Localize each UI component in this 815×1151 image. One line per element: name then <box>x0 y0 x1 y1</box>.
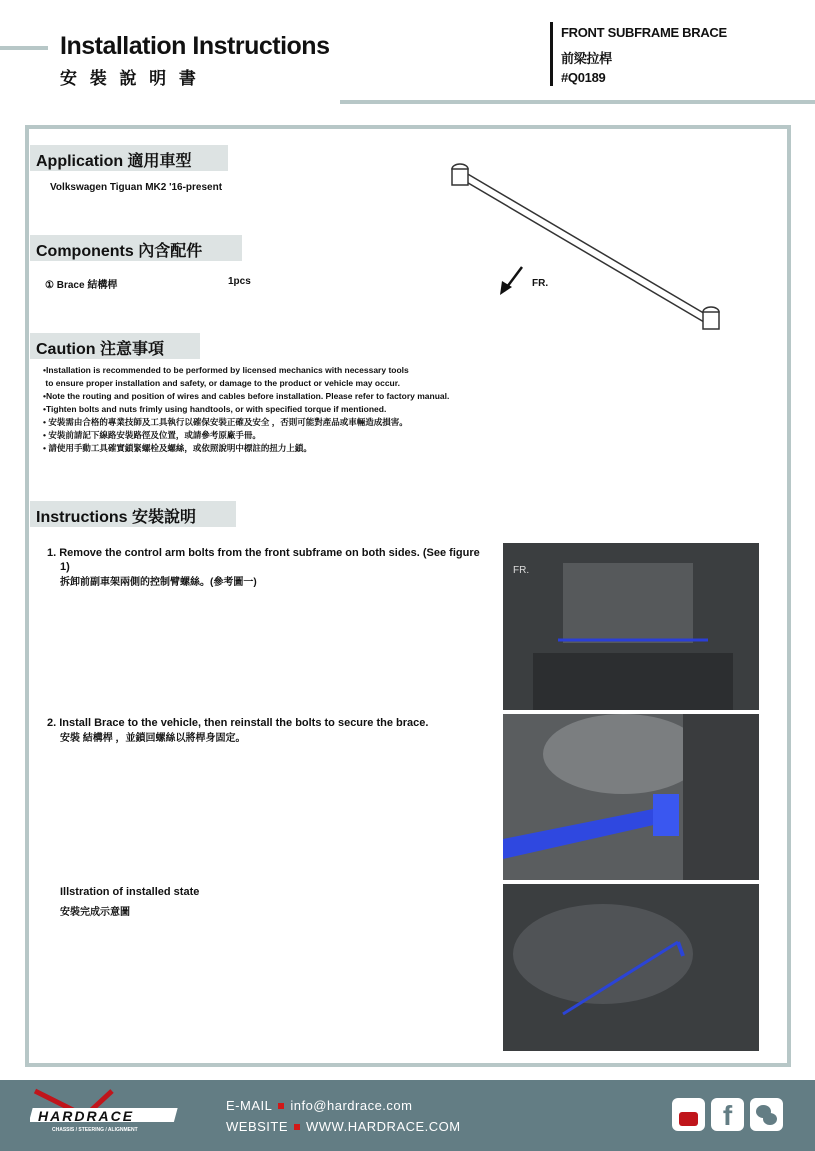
email-row <box>226 1098 412 1113</box>
vehicle-fitment: Volkswagen Tiguan MK2 '16-present <box>50 182 223 193</box>
caution-line: •Tighten bolts and nuts frimly using handtools, or with specified torque if mentioned. <box>43 404 387 414</box>
instructions-heading: Instructions 安裝說明 <box>30 501 236 527</box>
caution-heading: Caution 注意事項 <box>30 333 200 359</box>
website-row <box>226 1119 461 1134</box>
page-subtitle: 安 裝 說 明 書 <box>60 69 200 88</box>
caution-line: to ensure proper installation and safety, or damage to the product or vehicle may occur. <box>43 378 400 388</box>
component-qty: 1pcs <box>228 276 251 287</box>
website-link[interactable]: WWW.HARDRACE.COM <box>306 1119 461 1134</box>
figure-1-photo <box>503 543 759 710</box>
step-1-text-zh: 拆卸前副車架兩側的控制臂螺絲。(參考圖一) <box>60 577 257 588</box>
caution-line: • 安裝前請記下線路安裝路徑及位置，或請參考原廠手冊。 <box>43 430 261 440</box>
part-number: #Q0189 <box>561 70 606 85</box>
youtube-icon[interactable] <box>672 1098 705 1131</box>
components-heading: Components 內含配件 <box>30 235 242 261</box>
illustration-caption: Illstration of installed state <box>60 886 200 898</box>
wechat-icon[interactable] <box>750 1098 783 1131</box>
brand-name: HARDRACE <box>38 1108 135 1124</box>
step-1-text: 1. Remove the control arm bolts from the front subframe on both sides. (See figure 1) <box>47 547 480 573</box>
step-2 <box>47 716 482 746</box>
photo-direction-label: FR. <box>513 565 530 576</box>
divider <box>550 22 553 86</box>
figure-2-photo <box>503 714 759 880</box>
step-2-text: 2. Install Brace to the vehicle, then reinstall the bolts to secure the brace. <box>47 717 429 729</box>
step-2-text-zh: 安裝 結構桿 ，並鎖回螺絲以將桿身固定。 <box>60 733 246 744</box>
caution-line: • 請使用手動工具確實鎖緊螺栓及螺絲，或依照說明中標註的扭力上鎖。 <box>43 443 312 453</box>
caution-line: •Note the routing and position of wires and cables before installation. Please refer to factory manual. <box>43 391 450 401</box>
product-name-zh: 前梁拉桿 <box>561 51 612 66</box>
caution-line: • 安裝需由合格的專業技師及工具執行以確保安裝正確及安全 ，否則可能對產品或車輛造成損害。 <box>43 417 408 427</box>
email-link[interactable]: info@hardrace.com <box>290 1098 413 1113</box>
website-label: WEBSITE <box>226 1119 289 1134</box>
illustration-caption-zh: 安裝完成示意圖 <box>60 907 130 918</box>
brand-tagline: CHASSIS / STEERING / ALIGNMENT <box>52 1127 138 1133</box>
product-name: FRONT SUBFRAME BRACE <box>561 25 727 40</box>
figure-3-photo <box>503 884 759 1051</box>
direction-label: FR. <box>532 278 549 289</box>
caution-line: •Installation is recommended to be performed by licensed mechanics with necessary tools <box>43 365 409 375</box>
component-item: ① Brace 結構桿 <box>45 280 118 291</box>
facebook-icon[interactable]: f <box>711 1098 744 1131</box>
application-heading: Application 適用車型 <box>30 145 228 171</box>
brace-illustration <box>440 155 730 340</box>
header-rule-left <box>0 46 48 50</box>
caution-list <box>43 364 503 455</box>
email-label: E-MAIL <box>226 1098 273 1113</box>
step-1 <box>47 546 482 590</box>
page-title: Installation Instructions <box>60 32 330 60</box>
header-rule-right <box>340 100 815 104</box>
